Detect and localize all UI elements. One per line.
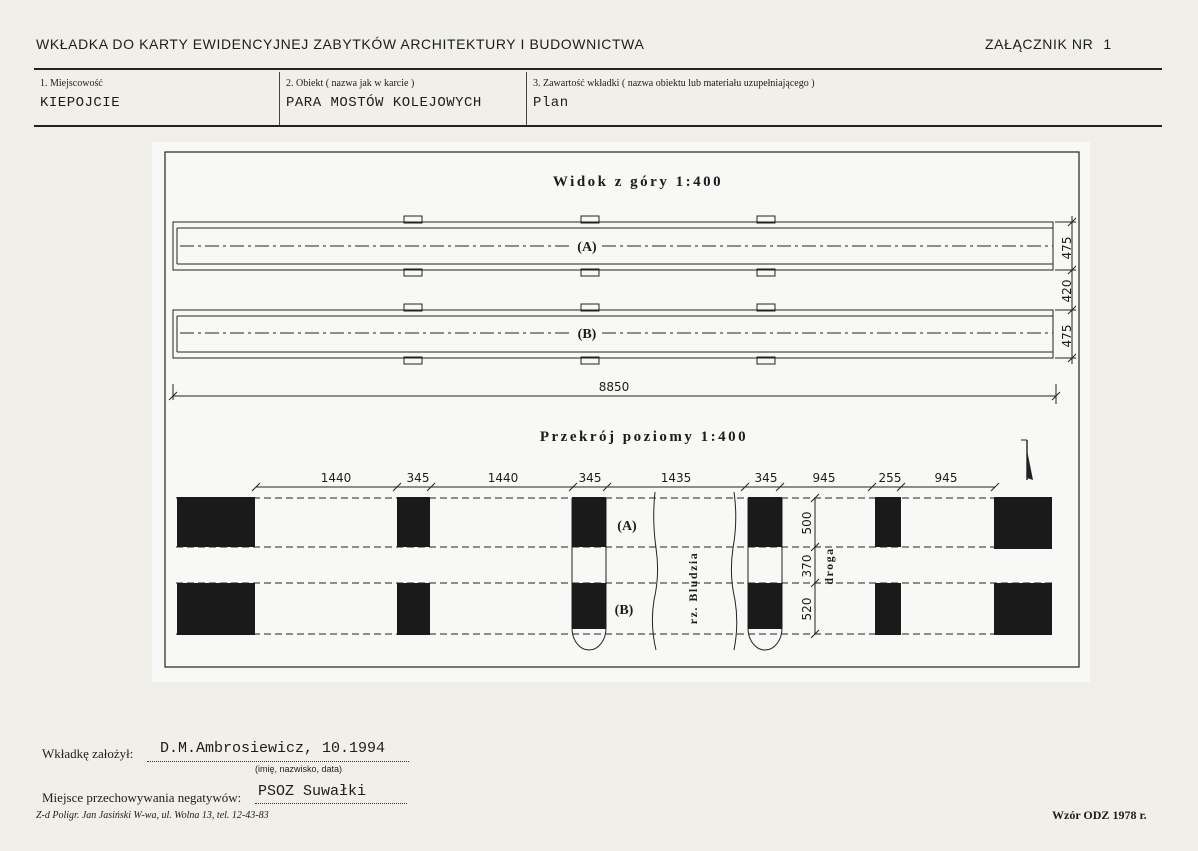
bridge-b-outline	[173, 310, 1053, 358]
annex-number: 1	[1103, 36, 1112, 52]
section-b-label: (B)	[614, 603, 634, 618]
dim-span-4: 945	[812, 471, 836, 485]
negatives-value: PSOZ Suwałki	[258, 783, 367, 800]
section-title: Przekrój poziomy 1:400	[539, 429, 749, 445]
dim-section-520: 520	[800, 597, 814, 621]
bridge-a-label: (A)	[577, 240, 597, 255]
dim-span-3: 1435	[660, 471, 692, 485]
dim-section-370: 370	[800, 554, 814, 578]
annex-label-text: ZAŁĄCZNIK NR	[985, 36, 1094, 52]
top-view-title: Widok z góry 1:400	[552, 174, 724, 190]
field-locality-value: KIEPOJCIE	[40, 95, 121, 111]
road-label: droga	[822, 547, 836, 585]
dim-pier-1: 345	[406, 471, 430, 485]
author-dotted-line	[147, 760, 409, 762]
river-bank-left	[652, 492, 657, 650]
negatives-dotted-line	[255, 802, 407, 804]
dim-475-a: 475	[1060, 236, 1074, 260]
field-locality-label: 1. Miejscowość	[40, 78, 103, 89]
dim-total-length: 8850	[598, 380, 630, 394]
river-bank-right	[731, 492, 736, 650]
negatives-label: Miejsce przechowywania negatywów:	[42, 790, 242, 805]
dim-pier-2: 345	[578, 471, 602, 485]
form-title: WKŁADKA DO KARTY EWIDENCYJNEJ ZABYTKÓW ARCHITEKTURY I BUDOWNICTWA	[36, 36, 645, 52]
drawing-frame	[165, 152, 1079, 667]
dim-section-500: 500	[800, 511, 814, 535]
dim-span-5: 945	[934, 471, 958, 485]
dim-pier-3: 345	[754, 471, 778, 485]
dim-span-2: 1440	[487, 471, 519, 485]
author-value: D.M.Ambrosiewicz, 10.1994	[160, 740, 386, 757]
field-content-label: 3. Zawartość wkładki ( nazwa obiektu lub materiału uzupełniającego )	[533, 78, 815, 89]
author-hint: (imię, nazwisko, data)	[255, 764, 343, 774]
dim-pier-4: 255	[878, 471, 902, 485]
field-object-label: 2. Obiekt ( nazwa jak w karcie )	[286, 78, 415, 89]
river-label: rz. Bludzia	[686, 551, 700, 625]
author-label: Wkładkę założył:	[42, 746, 134, 761]
template-code: Wzór ODZ 1978 r.	[1052, 808, 1147, 822]
dim-420: 420	[1060, 279, 1074, 303]
dim-475-b: 475	[1060, 324, 1074, 348]
bridge-b-label: (B)	[577, 327, 597, 342]
north-arrow-head	[1027, 450, 1033, 480]
field-object-value: PARA MOSTÓW KOLEJOWYCH	[286, 95, 482, 111]
section-a-label: (A)	[617, 519, 637, 534]
field-content-value: Plan	[533, 95, 569, 111]
printer-imprint: Z-d Poligr. Jan Jasiński W-wa, ul. Wolna 13, tel. 12-43-83	[36, 810, 269, 821]
dim-span-1: 1440	[320, 471, 352, 485]
